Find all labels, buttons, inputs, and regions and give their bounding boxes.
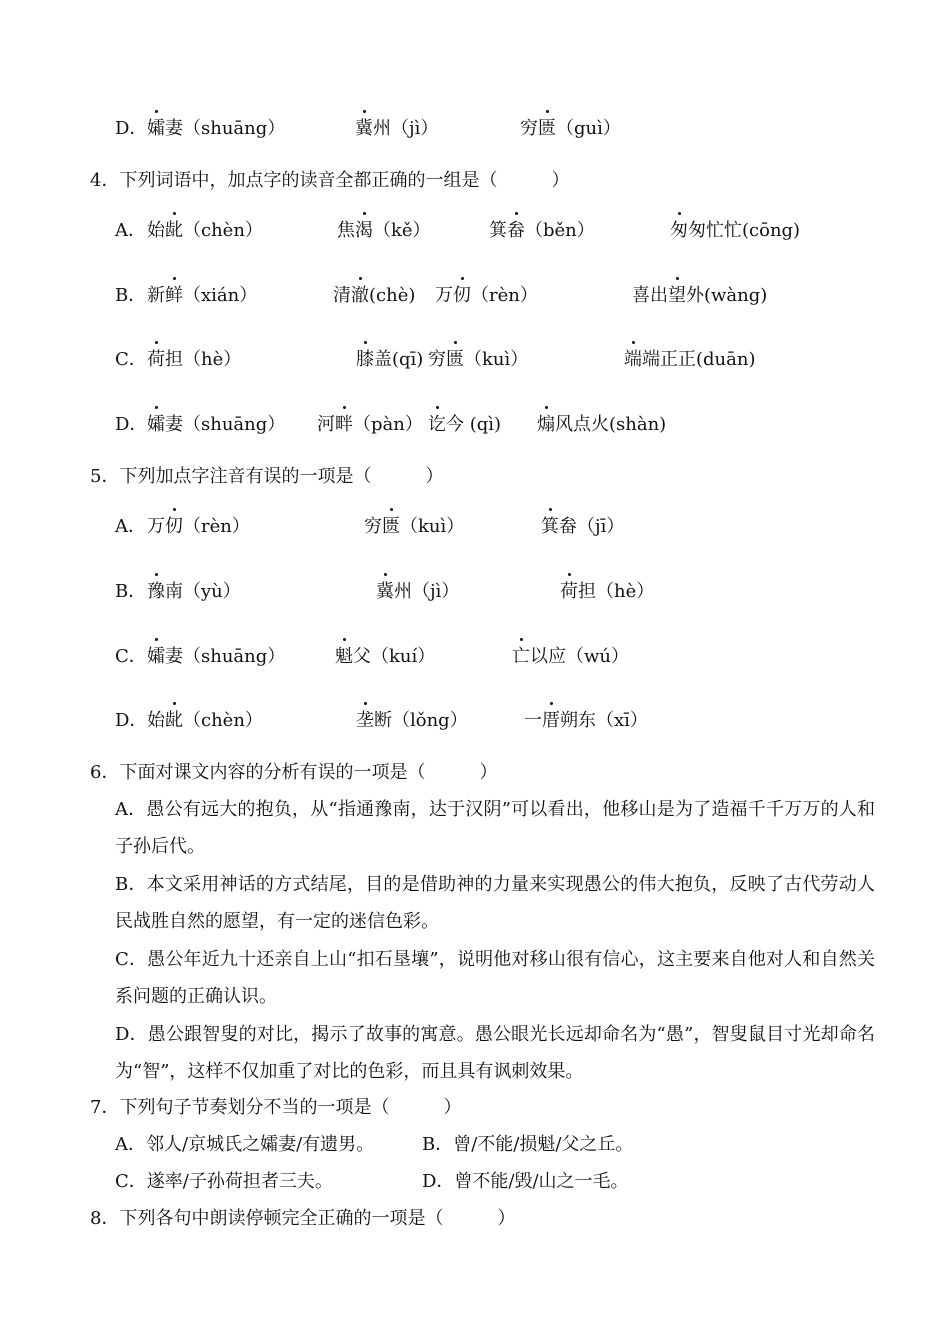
question-5-stem: 5．下列加点字注音有误的一项是（ ） [90,466,444,487]
q6-option-a: A．愚公有远大的抱负，从“指通豫南，达于汉阴”可以看出，他移山是为了造福千千万万的人和子孙后代。 [115,799,875,857]
term: 匆匆忙忙(cōng) [670,218,800,244]
term: 垄断（lǒng） [356,708,468,734]
term: 万仞（rèn） [435,283,538,309]
q7-option-b: B．曾/不能/损魁/父之丘。 [422,1134,634,1155]
term: 箕畚（jī） [541,514,624,540]
option-label: D． [115,118,148,139]
option-label: D． [115,710,148,731]
term: 煽风点火(shàn) [537,412,666,438]
term: 始龀（chèn） [147,708,263,734]
term: 孀妻（shuāng） [147,116,285,142]
term: 清澈(chè) [333,283,415,309]
term: 箕畚（běn） [489,218,595,244]
term: 冀州（jì） [355,116,438,142]
term: 豫南（yù） [147,579,241,605]
q3-option-d [115,116,147,142]
term: 穷匮（kuì） [428,347,528,373]
q7-option-c: C．遂率/子孙荷担者三夫。 [115,1171,333,1192]
term: 穷匮（kuì） [364,514,464,540]
term: 新鲜（xián） [147,283,257,309]
term: 端端正正(duān) [624,347,755,373]
q6-option-c: C．愚公年近九十还亲自上山“扣石垦壤”，说明他对移山很有信心，这主要来自他对人和自然关系问题的正确认识。 [115,949,875,1007]
term: 膝盖(qī) [356,347,423,373]
term: 冀州（jì） [376,579,459,605]
q6-option-d: D．愚公跟智叟的对比，揭示了故事的寓意。愚公眼光长远却命名为“愚”，智叟鼠目寸光却命名为“智”，这样不仅加重了对比的色彩，而且具有讽刺效果。 [115,1024,875,1082]
term: 孀妻（shuāng） [147,644,285,670]
term: 喜出望外(wàng) [632,283,767,309]
term: 始龀（chèn） [147,218,263,244]
term: 万仞（rèn） [147,514,250,540]
question-7-stem: 7．下列句子节奏划分不当的一项是（ ） [90,1097,462,1118]
term: 孀妻（shuāng） [147,412,285,438]
term: 魁父（kuí） [335,644,435,670]
term: 穷匮（guì） [520,116,621,142]
option-label: C． [115,349,147,370]
term: 焦渴（kě） [337,218,431,244]
term: 一厝朔东（xī） [524,708,648,734]
option-label: C． [115,646,147,667]
term: 荷担（hè） [147,347,241,373]
term: 河畔（pàn） [317,412,423,438]
term: 讫今 (qì) [428,412,501,438]
question-8-stem: 8．下列各句中朗读停顿完全正确的一项是（ ） [90,1208,516,1229]
option-label: B． [115,285,147,306]
q7-option-d: D．曾不能/毁/山之一毛。 [422,1171,629,1192]
question-6-stem: 6．下面对课文内容的分析有误的一项是（ ） [90,762,498,783]
q7-option-a: A．邻人/京城氏之孀妻/有遗男。 [115,1134,375,1155]
question-4-stem: 4．下列词语中，加点字的读音全都正确的一组是（ ） [90,170,570,191]
q6-option-b: B．本文采用神话的方式结尾，目的是借助神的力量来实现愚公的伟大抱负，反映了古代劳动人民战胜自然的愿望，有一定的迷信色彩。 [115,874,875,932]
option-label: D． [115,414,148,435]
term: 亡以应（wú） [512,644,629,670]
term: 荷担（hè） [560,579,654,605]
option-label: A． [115,220,146,241]
option-label: A． [115,516,146,537]
option-label: B． [115,581,147,602]
